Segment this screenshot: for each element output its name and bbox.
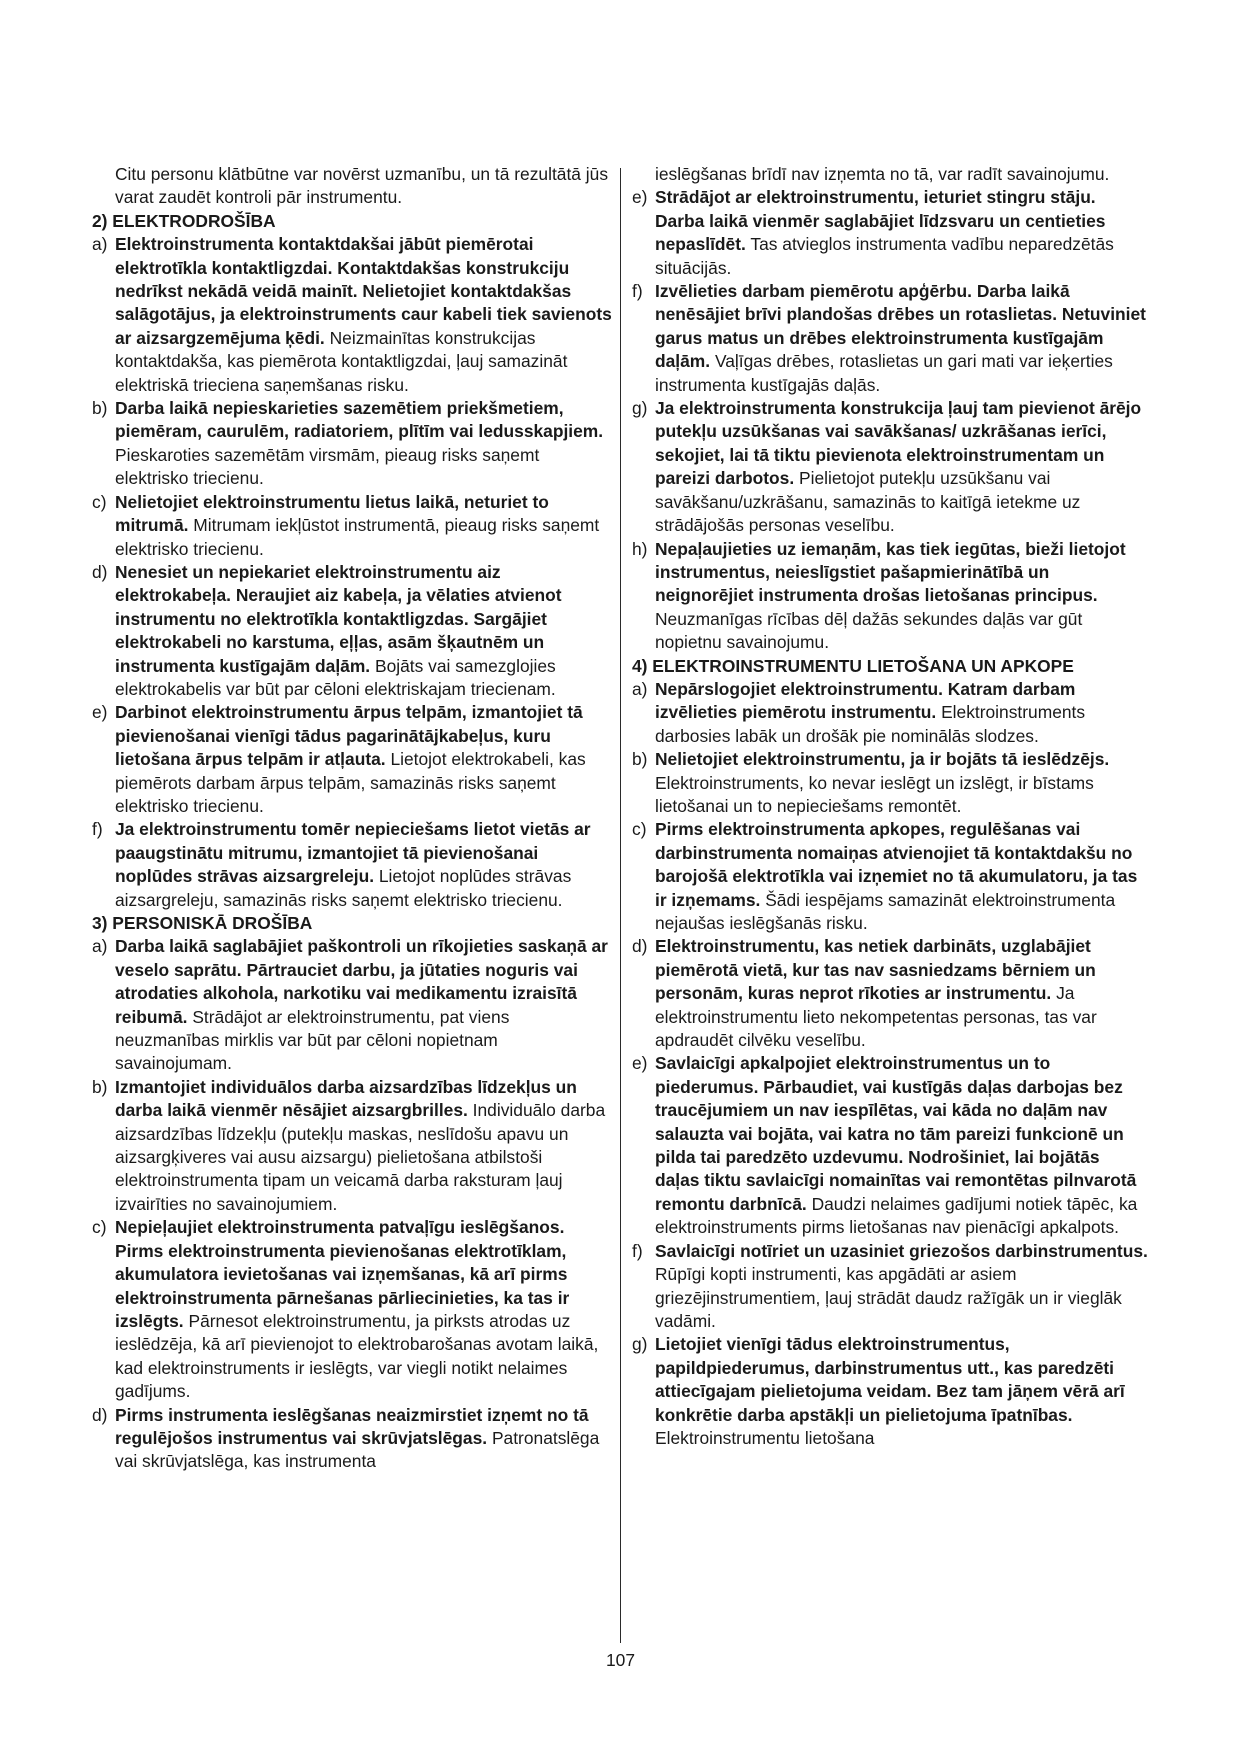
item-letter: e) [632,187,648,208]
item-bold-text: Lietojiet vienīgi tādus elektroinstrumentus, papildpiederumus, darbinstrumentus utt., kas paredzēti attiecīgajam pielietojuma veidam. Bez tam jāņem vērā arī konkrētie darba apstākļi un pielietojuma īpatnības. [655,1334,1125,1425]
item-text: Pārnesot elektroinstrumentu, ja pirksts atrodas uz ieslēdzēja, kā arī pievienojot to elektrobarošanas avotam laikā, kad elektroinstruments ir ieslēgts, var viegli notikt nelaimes gadījums. [115,1310,599,1402]
item-text: Bojāts vai samezglojies elektrokabelis var būt par cēloni elektriskajam triecienam. [115,655,556,699]
item-letter: f) [632,1240,643,1261]
item-text: Elektroinstruments, ko nevar ieslēgt un izslēgt, ir bīstams lietošanai un to nepieciešams remontēt. [655,772,1094,816]
item-text: Individuālo darba aizsardzības līdzekļu (putekļu maskas, neslīdošu apavu un aizsargķiveres vai ausu aizsargu) pielietošana atbilstoši elektroinstrumenta tipam un veicamā darba raksturam ļauj izvairīties no savainojumiem. [115,1100,606,1214]
list-item [92,233,612,397]
item-text: Neizmainītas konstrukcijas kontaktdakša, kas piemērota kontaktligzdai, ļauj samazināt elektriskā trieciena saņemšanas risku. [115,327,568,395]
item-bold-text: Elektroinstrumenta kontaktdakšai jābūt piemērotai elektrotīkla kontaktligzdai. Kontaktdakšas konstrukciju nedrīkst nekādā veidā mainīt. Nelietojiet kontaktdakšas salāgotājus, ja elektroinstruments caur kabeli tiek savienots ar aizsargzemējuma ķēdi. [115,234,612,348]
item-text: Neuzmanīgas rīcības dēļ dažās sekundes daļās var gūt nopietnu savainojumu. [655,608,1083,653]
item-letter: d) [92,561,108,582]
item-bold-text: Pirms instrumenta ieslēgšanas neaizmirstiet izņemt no tā regulējošos instrumentus vai skrūvjatslēgas. [115,1404,589,1448]
item-bold-text: Ja elektroinstrumentu tomēr nepieciešams lietot vietās ar paaugstinātu mitrumu, izmantojiet tā pievienošanai noplūdes strāvas aizsargreleju. [115,819,591,887]
list-item [632,678,1148,748]
item-letter: g) [632,398,648,419]
item-letter: e) [92,702,108,723]
item-letter: e) [632,1053,648,1074]
continuation-text: Citu personu klātbūtne var novērst uzmanību, un tā rezultātā jūs varat zaudēt kontroli pār instrumentu. [115,164,609,208]
item-text: Patronatslēga vai skrūvjatslēga, kas instrumenta [115,1427,600,1472]
page-number: 107 [605,1650,635,1670]
right-column [632,163,1148,1450]
list-item [92,397,612,491]
item-bold-text: Nenesiet un nepiekariet elektroinstrumentu aiz elektrokabeļa. Neraujiet aiz kabeļa, ja vēlaties atvienot instrumentu no elektrotīkla kontaktligzdas. Sargājiet elektrokabeli no karstuma, eļļas, asām šķautnēm un instrumenta kustīgajām daļām. [115,561,562,676]
item-bold-text: Elektroinstrumentu, kas netiek darbināts, uzglabājiet piemērotā vietā, kur tas nav sasniedzams bērniem un personām, kuras neprot rīkoties ar instrumentu. [655,936,1096,1004]
item-bold-text: Nelietojiet elektroinstrumentu, ja ir bojāts tā ieslēdzējs. [655,749,1110,770]
item-letter: g) [632,1334,648,1355]
item-bold-text: Nelietojiet elektroinstrumentu lietus laikā, neturiet to mitrumā. [115,491,549,536]
list-item [92,1404,612,1474]
item-letter: d) [632,936,648,957]
list-item [92,1076,612,1216]
item-letter: b) [92,398,108,419]
list-item [92,935,612,1075]
list-item [92,818,612,912]
list-item [632,538,1148,655]
item-bold-text: Savlaicīgi notīriet un uzasiniet griezošos darbinstrumentus. [655,1240,1148,1261]
item-letter: b) [632,749,648,770]
item-text: Strādājot ar elektroinstrumentu, pat viens neuzmanības mirklis var būt par cēloni nopietnam savainojumam. [115,1006,510,1074]
item-bold-text: Izmantojiet individuālos darba aizsardzības līdzekļus un darba laikā vienmēr nēsājiet aizsargbrilles. [115,1076,577,1121]
item-letter: a) [92,936,108,957]
item-bold-text: Darba laikā nepieskarieties sazemētiem priekšmetiem, piemēram, caurulēm, radiatoriem, plītīm vai ledusskapjiem. [115,398,604,442]
list-item [632,818,1148,935]
item-text: Šādi iespējams samazināt elektroinstrumenta nejaušas ieslēgšanās risku. [655,889,1116,933]
item-text: Mitrumam iekļūstot instrumentā, pieaug risks saņemt elektrisko triecienu. [115,515,600,559]
list-item [632,1052,1148,1239]
item-bold-text: Nepārslogojiet elektroinstrumentu. Katram darbam izvēlieties piemērotu instrumentu. [655,678,1076,723]
item-text: Ja elektroinstrumentu lieto nekompetentas personas, tas var apdraudēt cilvēku veselību. [655,983,1097,1051]
item-text: Lietojot elektrokabeli, kas piemērots darbam ārpus telpām, samazinās risks saņemt elektrisko triecienu. [115,749,586,816]
item-text: Rūpīgi kopti instrumenti, kas apgādāti ar asiem griezējinstrumentiem, ļauj strādāt daudz ražīgāk un ir vieglāk vadāmi. [655,1264,1122,1331]
item-bold-text: Nepaļaujieties uz iemaņām, kas tiek iegūtas, bieži lietojot instrumentus, neieslīgstiet pašapmierinātībā un neignorējiet instrumenta drošas lietošanas principus. [655,538,1126,606]
list-item [92,701,612,818]
item-text: Tas atvieglos instrumenta vadību neparedzētās situācijās. [655,234,1114,278]
list-item [92,1216,612,1403]
item-bold-text: Pirms elektroinstrumenta apkopes, regulēšanas vai darbinstrumenta nomaiņas atvienojiet tā kontaktdakšu no barojošā elektrotīkla vai izņemiet no tā akumulatoru, ja tas ir izņemams. [655,819,1138,910]
section-heading: 4) ELEKTROINSTRUMENTU LIETOŠANA UN APKOPE [632,655,1074,676]
section-heading: 3) PERSONISKĀ DROŠĪBA [92,913,313,933]
item-letter: f) [92,819,103,840]
item-letter: a) [92,234,108,255]
item-letter: c) [92,491,107,512]
item-text: Vaļīgas drēbes, rotaslietas un gari mati var ieķerties instrumenta kustīgajās daļās. [655,351,1113,395]
left-column [92,163,612,1474]
item-text: Lietojot noplūdes strāvas aizsargreleju, samazinās risks saņemt elektrisko triecienu. [115,866,572,910]
list-item [92,491,612,561]
column-divider [620,168,621,1643]
item-letter: a) [632,678,648,699]
item-text: Daudzi nelaimes gadījumi notiek tāpēc, ka elektroinstruments pirms lietošanas nav pienācīgi apkalpots. [655,1193,1138,1238]
item-letter: c) [92,1217,107,1238]
continuation-text: ieslēgšanas brīdī nav izņemta no tā, var radīt savainojumu. [655,164,1110,184]
list-item [92,561,612,701]
item-bold-text: Darba laikā saglabājiet paškontroli un rīkojieties saskaņā ar veselo saprātu. Pārtrauciet darbu, ja jūtaties noguris vai atrodaties alkohola, narkotiku vai medikamentu izraisītā reibumā. [115,936,608,1027]
item-letter: b) [92,1076,108,1097]
list-item [632,1333,1148,1450]
item-text: Elektroinstruments darbosies labāk un drošāk pie nominālās slodzes. [655,702,1086,746]
item-text: Pieskaroties sazemētām virsmām, pieaug risks saņemt elektrisko triecienu. [115,444,540,489]
item-bold-text: Izvēlieties darbam piemērotu apģērbu. Darba laikā nenēsājiet brīvi plandošas drēbes un rotaslietas. Netuviniet garus matus un drēbes elektroinstrumenta kustīgajām daļām. [655,281,1146,372]
section-heading: 2) ELEKTRODROŠĪBA [92,210,276,231]
item-text: Pielietojot putekļu uzsūkšanu vai savākšanu/uzkrāšanu, samazinās to kaitīgā ietekme uz strādājošās personas veselību. [655,468,1081,536]
item-bold-text: Ja elektroinstrumenta konstrukcija ļauj tam pievienot ārējo putekļu uzsūkšanas vai savākšanas/ uzkrāšanas ierīci, sekojiet, lai tā tiktu pievienota elektroinstrumentam un pareizi darbotos. [655,398,1142,489]
item-letter: c) [632,819,647,840]
list-item [632,748,1148,818]
item-bold-text: Strādājot ar elektroinstrumentu, ieturiet stingru stāju. Darba laikā vienmēr saglabājiet līdzsvaru un centieties nepaslīdēt. [655,187,1106,255]
item-bold-text: Nepieļaujiet elektroinstrumenta patvaļīgu ieslēgšanos. Pirms elektroinstrumenta pievienošanas elektrotīklam, akumulatora ievietošanas vai izņemšanas, kā arī pirms elektroinstrumenta pārnešanas pārliecinieties, ka tas ir izslēgts. [115,1217,570,1331]
item-bold-text: Darbinot elektroinstrumentu ārpus telpām, izmantojiet tā pievienošanai vienīgi tādus pagarinātājkabeļus, kuru lietošana ārpus telpām ir atļauta. [115,702,583,770]
item-letter: f) [632,281,643,302]
item-letter: d) [92,1404,108,1425]
item-text: Elektroinstrumentu lietošana [655,1427,875,1448]
item-letter: h) [632,538,648,559]
list-item [632,280,1148,397]
list-item [632,935,1148,1052]
list-item [632,186,1148,280]
item-bold-text: Savlaicīgi apkalpojiet elektroinstrumentus un to piederumus. Pārbaudiet, vai kustīgās daļas darbojas bez traucējumiem un nav iespīlētas, vai kāda no daļām nav salauzta vai bojāta, vai katra no tām pareizi funkcionē un pilda tai paredzēto uzdevumu. Nodrošiniet, lai bojātās daļas tiktu savlaicīgi nomainītas vai remontētas pilnvarotā remontu darbnīcā. [655,1053,1137,1214]
list-item [632,1240,1148,1334]
list-item [632,397,1148,537]
